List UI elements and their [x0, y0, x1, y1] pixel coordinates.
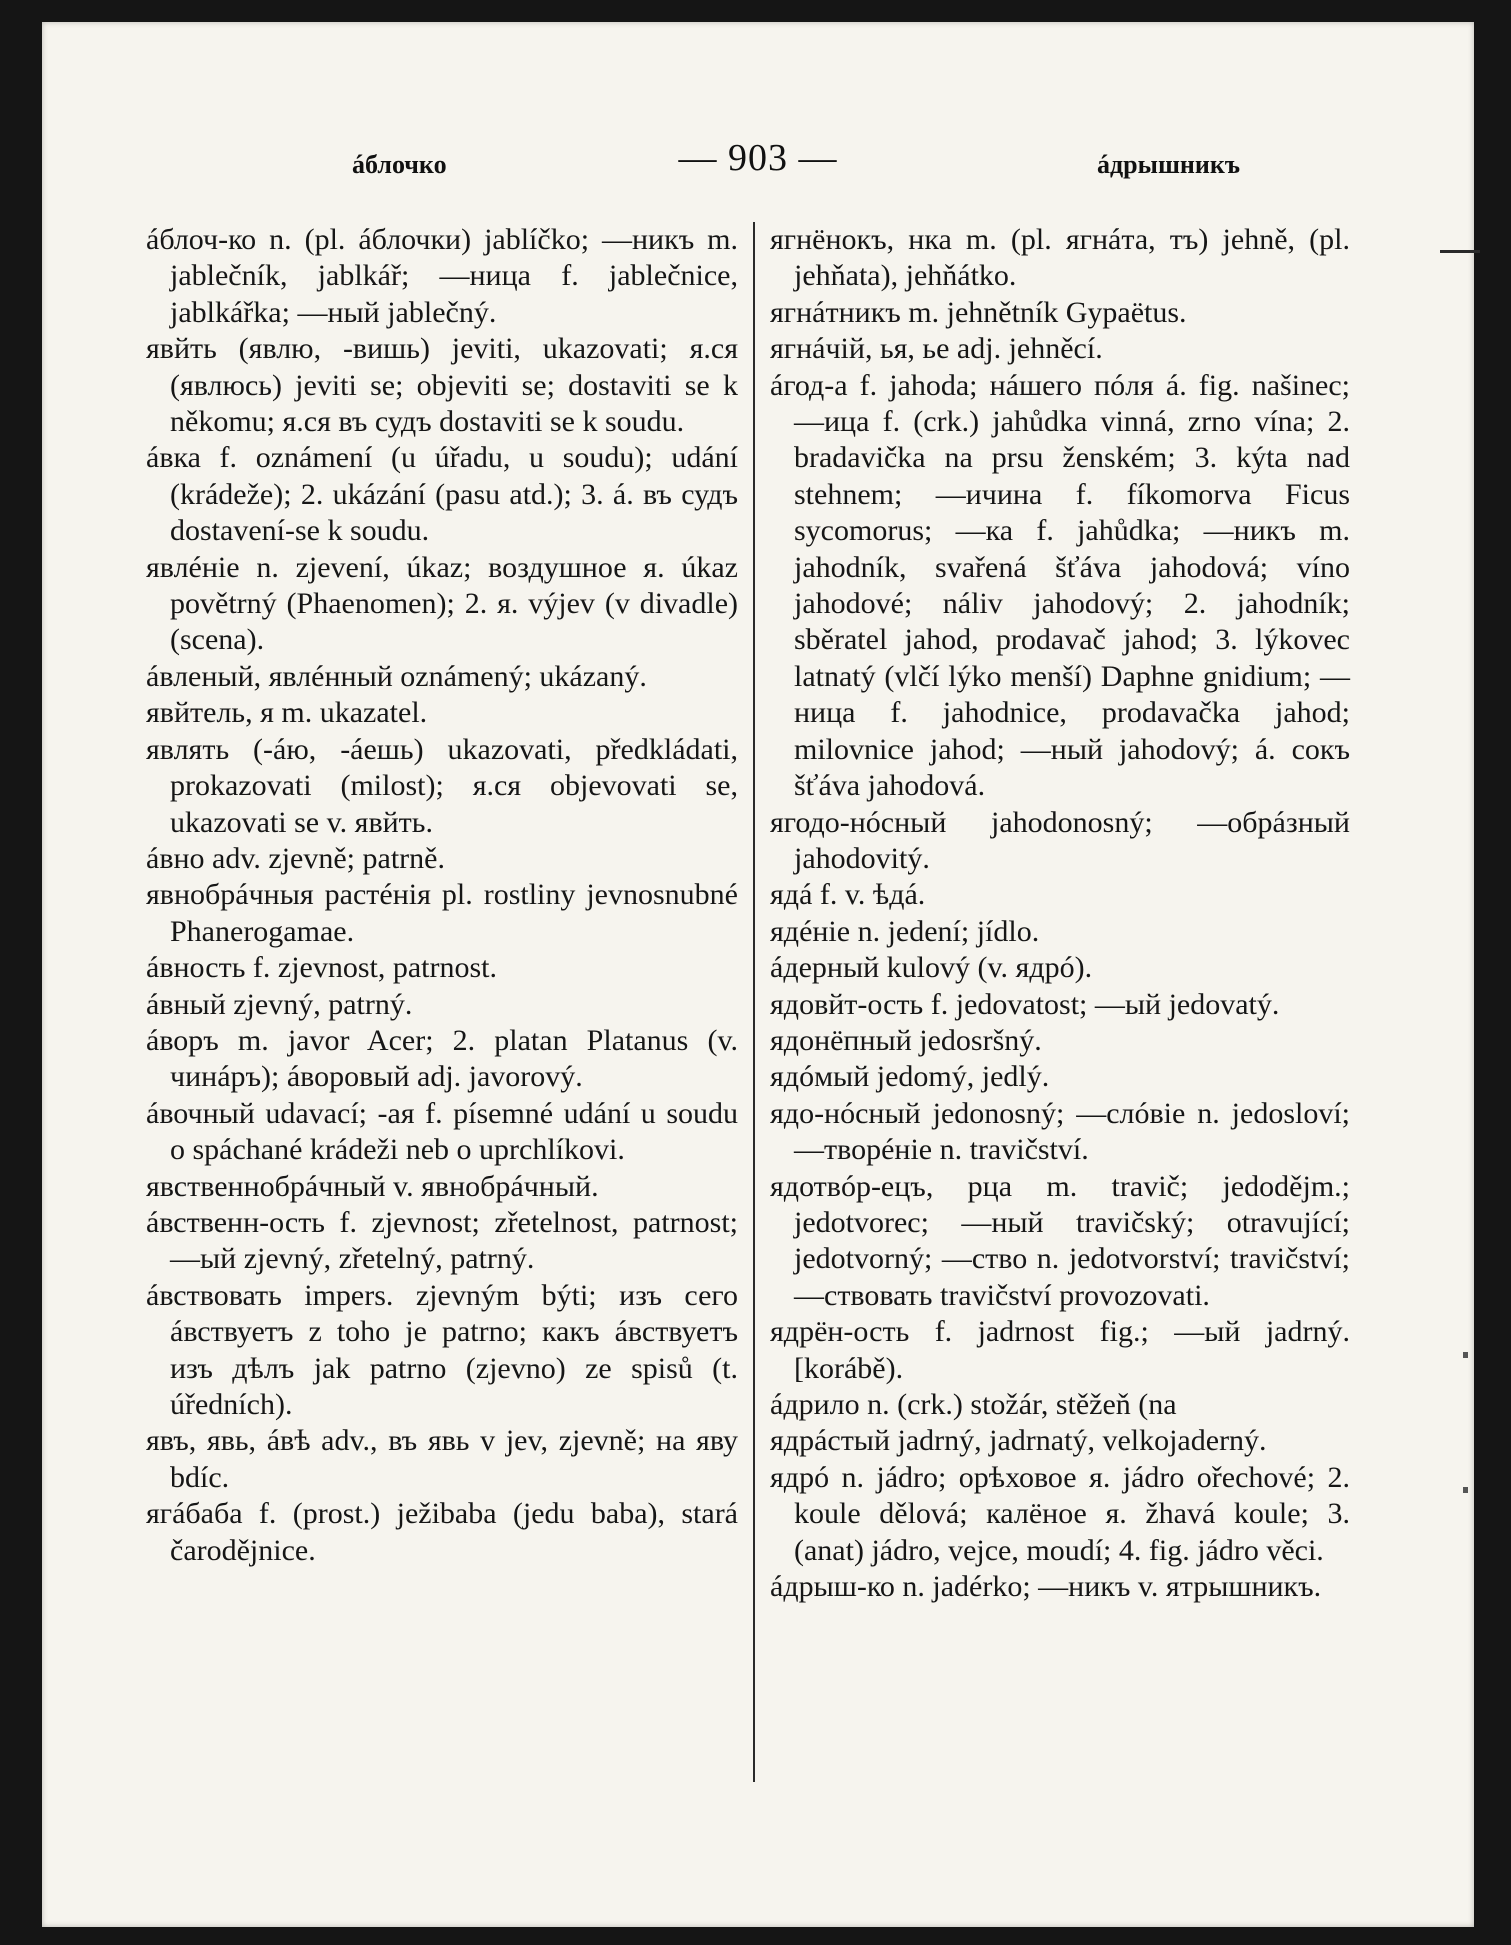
entry: ядрáстый jadrný, jadrnatý, velkojaderný. — [770, 1424, 1267, 1458]
entry: áвность f. zjevnost, patrnost. — [146, 951, 498, 985]
page-header — [42, 130, 1474, 190]
margin-mark — [1440, 250, 1480, 253]
header-left-guideword: áблочко — [352, 150, 447, 179]
entry: áвствовать impers. zjevným býti; изъ сего áвствуетъ z toho je patrno; какъ áвствуетъ изъ дѣлъ jak patrno (zjevno) ze spisů (t. úředních). — [146, 1278, 738, 1421]
entry: ягнёнокъ, нка m. (pl. ягнáта, тъ) jehně, (pl. jehňata), jehňátko. — [770, 223, 1350, 293]
entry: ядрён-ость f. jadrnost fig.; —ый jadrný. [korábě). — [770, 1315, 1350, 1385]
entry: áвственн-ость f. zjevnost; zřetelnost, patrnost; —ый zjevný, zřetelný, patrný. — [146, 1205, 738, 1276]
entry: ядéніе n. jedení; jídlo. — [770, 914, 1040, 948]
entry: ягодо-нóсный jahodonosný; —обрáзный jahodovitý. — [770, 805, 1350, 875]
entry: ягáбаба f. (prost.) ježibaba (jedu baba), stará čarodějnice. — [146, 1497, 738, 1567]
entry: явлéніе n. zjevení, úkaz; воздушное я. úkaz povětrný (Phaenomen); 2. я. výjev (v divadle) (scena). — [146, 550, 738, 657]
page-number: — 903 — — [678, 137, 838, 179]
entry: ядрó n. jádro; орѣховое я. jádro ořechové; 2. koule dělová; калёное я. žhavá koule; 3. (anat) jádro, vejce, moudí; 4. fig. jádro věci. — [770, 1460, 1350, 1567]
column-divider — [753, 222, 755, 1782]
dictionary-page — [42, 22, 1474, 1927]
right-column — [770, 222, 1350, 1605]
entry: áдрило n. (crk.) stožár, stěžeň (na — [770, 1388, 1177, 1421]
entry: ядо-нóсный jedonosný; —слóвіе n. jedosloví; —творéніе n. travičství. — [770, 1096, 1350, 1167]
entry: áдрыш-ко n. jadérko; —никъ v. ятрышникъ. — [770, 1570, 1322, 1604]
margin-dot — [1463, 1352, 1468, 1358]
margin-dot — [1463, 1487, 1468, 1493]
left-column — [146, 222, 738, 1569]
entry: ядóмый jedomý, jedlý. — [770, 1060, 1050, 1094]
entry: явйтель, я m. ukazatel. — [146, 696, 428, 730]
entry: являть (-áю, -áешь) ukazovati, předkládati, prokazovati (milost); я.ся objevovati se, ukazovati se v. явйть. — [146, 732, 738, 839]
entry: ядонёпный jedosršný. — [770, 1023, 1042, 1057]
entry: áвка f. oznámení (u úřadu, u soudu); udání (krádeže); 2. ukázání (pasu atd.); 3. á. въ судъ dostavení-se k soudu. — [146, 441, 738, 548]
entry: ягнáтникъ m. jehnětník Gypaëtus. — [770, 295, 1187, 329]
entry: áдерный kulový (v. ядрó). — [770, 951, 1093, 985]
entry: ядá f. v. ѣдá. — [770, 878, 926, 912]
entry: ядовйт-ость f. jedovatost; —ый jedovatý. — [770, 987, 1280, 1021]
header-right-guideword: áдрышникъ — [1097, 150, 1240, 179]
entry: áвно adv. zjevně; patrně. — [146, 841, 445, 875]
entry: ягнáчій, ья, ье adj. jehněcí. — [770, 332, 1103, 366]
entry: ядотвóр-ецъ, рца m. travič; jedodějm.; jedotvorec; —ный travičský; otravující; jedotvorný; —ство n. jedotvorství; travičství; —ствовать travičství provozovati. — [770, 1169, 1350, 1312]
entry: явственнобрáчный v. явнобрáчный. — [146, 1169, 599, 1203]
entry: áворъ m. javor Acer; 2. platan Platanus (v. чинáръ); áворовый adj. javorový. — [146, 1023, 738, 1094]
entry: áвленый, явлéнный oznámený; ukázaný. — [146, 659, 647, 693]
entry: áблоч-ко n. (pl. áблочки) jablíčko; —никъ m. jablečník, jablkář; —ница f. jablečnice, jablkářka; —ный jablečný. — [146, 223, 738, 329]
entry: явъ, явь, áвѣ adv., въ явь v jev, zjevně; на яву bdíc. — [146, 1424, 738, 1494]
entry: явнобрáчныя растéнія pl. rostliny jevnosnubné Phanerogamae. — [146, 878, 738, 948]
entry: áвный zjevný, patrný. — [146, 987, 413, 1021]
entry: явйть (явлю, -вишь) jeviti, ukazovati; я.ся (явлюсь) jeviti se; objeviti se; dostaviti se k někomu; я.ся въ судъ dostaviti se k soudu. — [146, 332, 738, 439]
entry: áвочный udavací; -ая f. písemné udání u soudu o spáchané krádeži neb o uprchlíkovi. — [146, 1096, 738, 1167]
entry: áгод-а f. jahoda; нáшего пóля á. fig. našinec; —ица f. (crk.) jahůdka vinná, zrno vína; 2. bradavička na prsu ženském; 3. kýta nad stehnem; —ичина f. fíkomorva Ficus sycomorus; —ка f. jahůdka; —никъ m. jahodník, svařená šťáva jahodová; víno jahodové; náliv jahodový; 2. jahodník; sběratel jahod, prodavač jahod; 3. lýkovec latnatý (vlčí lýko menší) Daphne gnidium; —ница f. jahodnice, prodavačka jahod; milovnice jahod; —ный jahodový; á. сокъ šťáva jahodová. — [770, 368, 1350, 803]
